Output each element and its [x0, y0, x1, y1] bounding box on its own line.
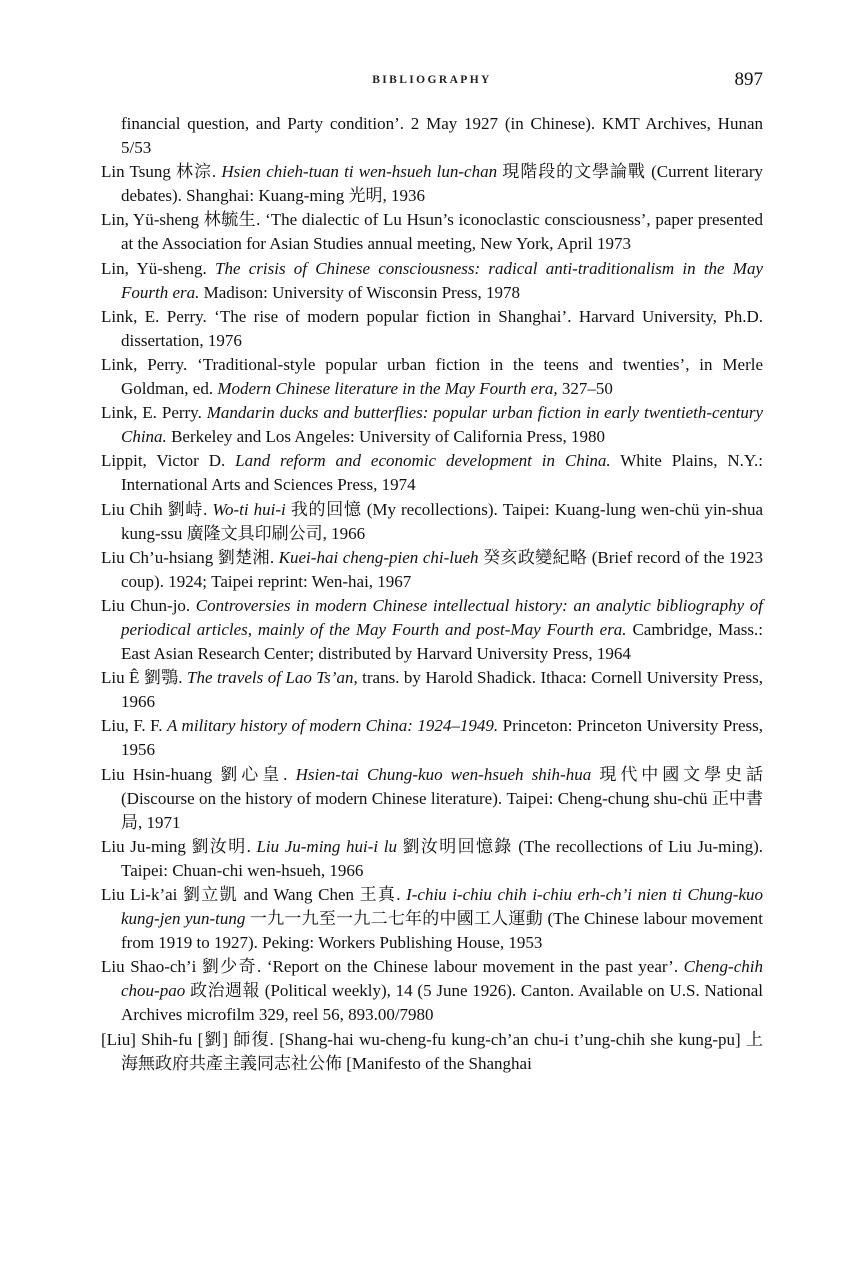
- bibliography-entry: Lin, Yü-sheng 林毓生. ‘The dialectic of Lu Hsun’s iconoclastic consciousness’, paper presented at the Association for Asian Studies annual meeting, New York, April 1973: [101, 210, 763, 254]
- bibliography-entry: Lin, Yü-sheng. The crisis of Chinese consciousness: radical anti-traditionalism in the May Fourth era. Madison: University of Wisconsin Press, 1978: [101, 258, 764, 302]
- bibliography-entry: Link, Perry. ‘Traditional-style popular urban fiction in the teens and twenties’, in Merle Goldman, ed. Modern Chinese literature in the May Fourth era, 327–50: [101, 354, 763, 399]
- bibliography-entry: Liu Shao-ch’i 劉少奇. ‘Report on the Chinese labour movement in the past year’. Cheng-chih chou-pao 政治週報 (Political weekly), 14 (5 June 1926). Canton. Available on U.S. National Archives microfilm 329, reel 56, 893.00/7980: [101, 957, 763, 1025]
- running-head: [0, 69, 864, 98]
- bibliography-list: [101, 112, 763, 1076]
- bibliography-entry: Liu Chih 劉峙. Wo-ti hui-i 我的回憶 (My recollections). Taipei: Kuang-lung wen-chü yin-shua kung-ssu 廣隆文具印刷公司, 1966: [101, 499, 764, 543]
- bibliography-entry: Liu, F. F. A military history of modern China: 1924–1949. Princeton: Princeton University Press, 1956: [101, 716, 763, 760]
- page-number: 897: [734, 69, 763, 90]
- bibliography-entry: [Liu] Shih-fu [劉] 師復. [Shang-hai wu-cheng-fu kung-ch’an chu-i t’ung-chih she kung-pu] 上海無政府共產主義同志社公佈 [Manifesto of the Shanghai: [101, 1029, 763, 1073]
- bibliography-entry: Link, E. Perry. Mandarin ducks and butterflies: popular urban fiction in early twentieth-century China. Berkeley and Los Angeles: University of California Press, 1980: [101, 403, 763, 447]
- bibliography-entry: Liu Li-k’ai 劉立凱 and Wang Chen 王真. I-chiu i-chiu chih i-chiu erh-ch’i nien ti Chung-kuo kung-jen yun-tung 一九一九至一九二七年的中國工人運動 (The Chinese labour movement from 1919 to 1927). Peking: Workers Publishing House, 1953: [101, 885, 763, 953]
- bibliography-entry: Liu Ch’u-hsiang 劉楚湘. Kuei-hai cheng-pien chi-lueh 癸亥政變紀略 (Brief record of the 1923 coup). 1924; Taipei reprint: Wen-hai, 1967: [101, 547, 764, 591]
- bibliography-entry: Link, E. Perry. ‘The rise of modern popular fiction in Shanghai’. Harvard University, Ph.D. dissertation, 1976: [101, 306, 763, 350]
- bibliography-entry-continued: financial question, and Party condition’. 2 May 1927 (in Chinese). KMT Archives, Hunan 5/53: [121, 114, 763, 158]
- bibliography-entry: Liu Ê 劉鶚. The travels of Lao Ts’an, trans. by Harold Shadick. Ithaca: Cornell University Press, 1966: [101, 668, 763, 712]
- bibliography-entry: Lin Tsung 林淙. Hsien chieh-tuan ti wen-hsueh lun-chan 現階段的文學論戰 (Current literary debates). Shanghai: Kuang-ming 光明, 1936: [101, 162, 763, 206]
- running-head-title: BIBLIOGRAPHY: [372, 74, 492, 86]
- bibliography-entry: Liu Chun-jo. Controversies in modern Chinese intellectual history: an analytic bibliography of periodical articles, mainly of the May Fourth and post-May Fourth era. Cambridge, Mass.: East Asian Research Center; distributed by Harvard University Press, 1964: [101, 595, 763, 664]
- bibliography-entry: Lippit, Victor D. Land reform and economic development in China. White Plains, N.Y.: International Arts and Sciences Press, 1974: [101, 451, 763, 495]
- bibliography-entry: Liu Ju-ming 劉汝明. Liu Ju-ming hui-i lu 劉汝明回憶錄 (The recollections of Liu Ju-ming). Taipei: Chuan-chi wen-hsueh, 1966: [101, 836, 763, 880]
- bibliography-entry: Liu Hsin-huang 劉心皇. Hsien-tai Chung-kuo wen-hsueh shih-hua 現代中國文學史話 (Discourse on the history of modern Chinese literature). Taipei: Cheng-chung shu-chü 正中書局, 1971: [101, 764, 763, 832]
